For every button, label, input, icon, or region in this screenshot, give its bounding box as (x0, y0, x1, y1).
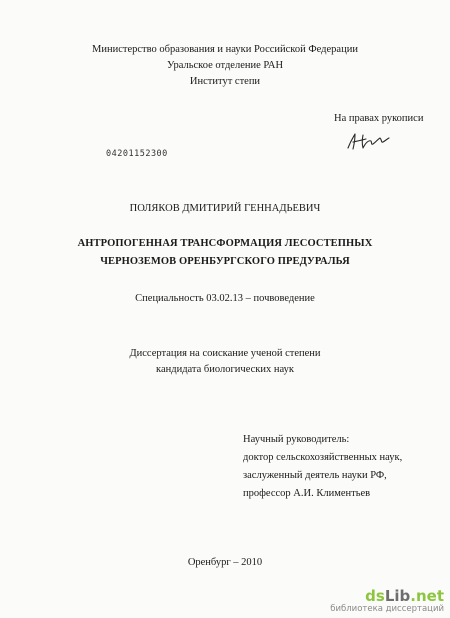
supervisor-line-1: доктор сельскохозяйственных наук, (243, 452, 403, 463)
document-code: 04201152300 (106, 149, 168, 159)
institute-line: Институт степи (189, 76, 261, 87)
dissertation-line-2: кандидата биологических наук (156, 364, 294, 375)
branch-line: Уральское отделение РАН (166, 60, 284, 71)
author-name: ПОЛЯКОВ ДМИТИРИЙ ГЕННАДЬЕВИЧ (129, 203, 321, 214)
title-line-2: ЧЕРНОЗЕМОВ ОРЕНБУРГСКОГО ПРЕДУРАЛЬЯ (100, 256, 350, 267)
signature-icon (345, 130, 391, 152)
watermark-subtitle: библиотека диссертаций (330, 604, 444, 614)
watermark-net: .net (410, 587, 444, 605)
dslib-watermark[interactable] (330, 588, 444, 614)
supervisor-line-2: заслуженный деятель науки РФ, (243, 470, 387, 481)
place-year: Оренбург – 2010 (187, 557, 263, 568)
watermark-lib: Lib (384, 587, 411, 605)
watermark-ds: ds (365, 587, 385, 605)
specialty-line: Специальность 03.02.13 – почвоведение (135, 293, 315, 304)
supervisor-heading: Научный руководитель: (243, 434, 350, 445)
title-line-1: АНТРОПОГЕННАЯ ТРАНСФОРМАЦИЯ ЛЕСОСТЕПНЫХ (77, 238, 373, 249)
dissertation-line-1: Диссертация на соискание ученой степени (129, 348, 321, 359)
rights-note: На правах рукописи (334, 113, 424, 124)
supervisor-line-3: профессор А.И. Климентьев (243, 488, 371, 499)
ministry-line: Министерство образования и науки Российской Федерации (92, 44, 358, 55)
watermark-logo (330, 588, 444, 604)
